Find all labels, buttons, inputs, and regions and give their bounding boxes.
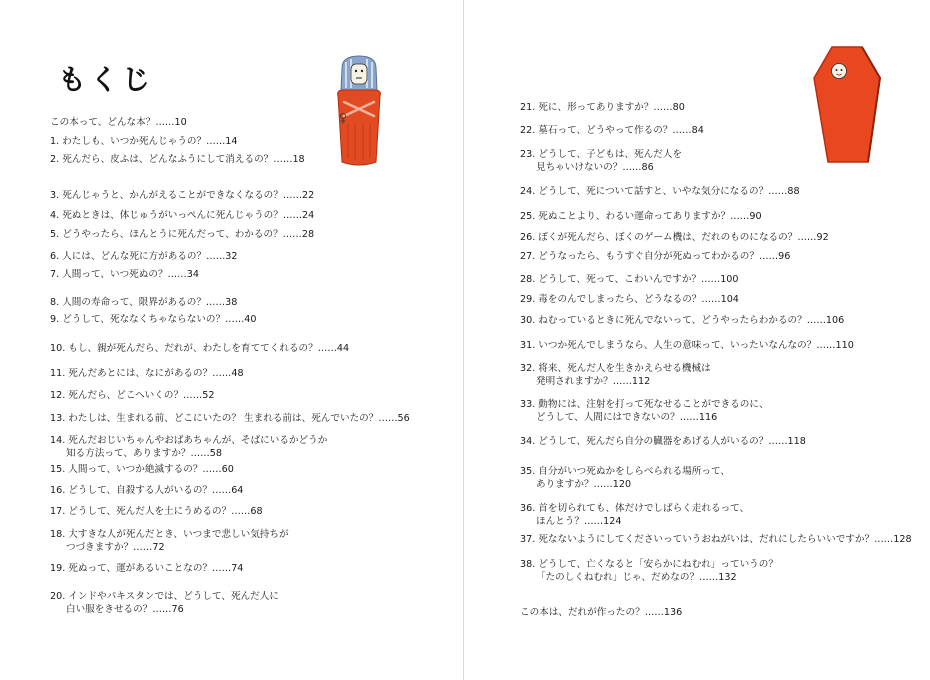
toc-entry: 20. インドやパキスタンでは、どうして、死んだ人に 白い服をきせるの？……76 <box>50 591 279 615</box>
toc-entry: 6. 人には、どんな死に方があるの？……32 <box>50 251 238 262</box>
toc-title: もくじ <box>58 63 155 96</box>
toc-entry: 1. わたしも、いつか死んじゃうの？……14 <box>50 136 238 147</box>
toc-entry: 3. 死んじゃうと、かんがえることができなくなるの？……22 <box>50 190 315 201</box>
toc-entry: 30. ねむっているときに死んでないって、どうやったらわかるの？……106 <box>520 315 845 326</box>
toc-entry: 12. 死んだら、どこへいくの？……52 <box>50 390 215 401</box>
toc-entry: 37. 死なないようにしてくださいっていうおねがいは、だれにしたらいいですか？……128 <box>520 534 912 545</box>
toc-entry: 38. どうして、亡くなると「安らかにねむれ」っていうの？ 「たのしくねむれ」じゃ、だめなの？……132 <box>520 559 778 583</box>
toc-entry: 5. どうやったら、ほんとうに死んだって、わかるの？……28 <box>50 229 315 240</box>
page-gutter <box>463 0 464 680</box>
toc-entry: 11. 死んだあとには、なにがあるの？……48 <box>50 368 244 379</box>
toc-entry: 28. どうして、死って、こわいんですか？……100 <box>520 274 739 285</box>
toc-entry: 27. どうなったら、もうすぐ自分が死ぬってわかるの？……96 <box>520 251 791 262</box>
toc-entry: 17. どうして、死んだ人を土にうめるの？……68 <box>50 506 263 517</box>
toc-entry: 10. もし、親が死んだら、だれが、わたしを育ててくれるの？……44 <box>50 343 350 354</box>
toc-entry: 25. 死ぬことより、わるい運命ってありますか？……90 <box>520 211 762 222</box>
toc-entry: 35. 自分がいつ死ぬかをしらべられる場所って、 ありますか？……120 <box>520 466 730 490</box>
toc-entry: 2. 死んだら、皮ふは、どんなふうにして消えるの？……18 <box>50 154 305 165</box>
toc-entry: 33. 動物には、注射を打って死なせることができるのに、 どうして、人間にはできないの？……116 <box>520 399 769 423</box>
toc-entry: 18. 大すきな人が死んだとき、いつまで悲しい気持ちが つづきますか？……72 <box>50 529 289 553</box>
toc-entry: 4. 死ぬときは、体じゅうがいっぺんに死んじゃうの？……24 <box>50 210 315 221</box>
toc-entry: この本は、だれが作ったの？……136 <box>520 607 683 618</box>
toc-entry: この本って、どんな本？……10 <box>50 117 187 128</box>
toc-entry: 23. どうして、子どもは、死んだ人を 見ちゃいけないの？……86 <box>520 149 683 173</box>
toc-entry: 15. 人間って、いつか絶滅するの？……60 <box>50 464 234 475</box>
toc-entry: 24. どうして、死について話すと、いやな気分になるの？……88 <box>520 186 800 197</box>
toc-entry: 21. 死に、形ってありますか？……80 <box>520 102 685 113</box>
coffin-illustration <box>806 44 888 166</box>
mummy-illustration <box>330 50 388 170</box>
toc-entry: 16. どうして、自殺する人がいるの？……64 <box>50 485 244 496</box>
toc-entry: 31. いつか死んでしまうなら、人生の意味って、いったいなんなの？……110 <box>520 340 854 351</box>
toc-entry: 29. 毒をのんでしまったら、どうなるの？……104 <box>520 294 739 305</box>
toc-entry: 13. わたしは、生まれる前、どこにいたの？ 生まれる前は、死んでいたの？……56 <box>50 413 410 424</box>
toc-entry: 9. どうして、死ななくちゃならないの？……40 <box>50 314 257 325</box>
toc-entry: 32. 将来、死んだ人を生きかえらせる機械は 発明されますか？……112 <box>520 363 711 387</box>
toc-entry: 34. どうして、死んだら自分の臓器をあげる人がいるの？……118 <box>520 436 806 447</box>
toc-entry: 22. 墓石って、どうやって作るの？……84 <box>520 125 704 136</box>
toc-entry: 7. 人間って、いつ死ぬの？……34 <box>50 269 199 280</box>
toc-entry: 36. 首を切られても、体だけでしばらく走れるって、 ほんとう？……124 <box>520 503 750 527</box>
toc-entry: 19. 死ぬって、運があるいことなの？……74 <box>50 563 244 574</box>
toc-entry: 8. 人間の寿命って、限界があるの？……38 <box>50 297 238 308</box>
toc-entry: 26. ぼくが死んだら、ぼくのゲーム機は、だれのものになるの？……92 <box>520 232 829 243</box>
toc-entry: 14. 死んだおじいちゃんやおばあちゃんが、そばにいるかどうか 知る方法って、ありますか？……58 <box>50 435 328 459</box>
